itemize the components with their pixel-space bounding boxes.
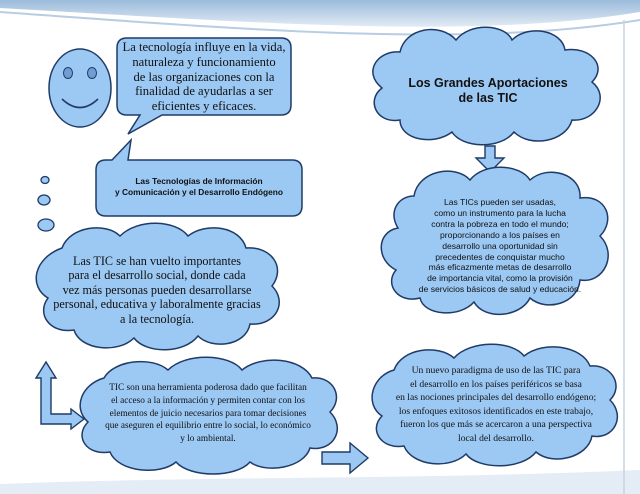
right-cloud-line: como un instrumento para la lucha xyxy=(434,207,566,218)
bent-arrow-shape xyxy=(36,362,84,429)
diagram-title xyxy=(388,76,588,106)
bottom-left-cloud-line: elementos de juicio necesarios para tomar decisiones xyxy=(109,408,307,419)
top-callout-line: finalidad de ayudarlas a ser xyxy=(135,84,273,99)
bottom-right-cloud-text xyxy=(380,364,612,446)
right-cloud-line: desarrollo una oportunidad sin xyxy=(442,240,558,251)
top-callout-line: eficientes y eficaces. xyxy=(151,99,257,114)
right-arrow-shape xyxy=(322,443,368,473)
bottom-right-cloud-line: en las nociones principales del desarrollo endógeno; xyxy=(395,392,597,404)
left-cloud-text xyxy=(46,254,268,326)
left-cloud-line: a la tecnología. xyxy=(119,311,195,326)
right-cloud-line: de importancia vital, como la provisión xyxy=(427,273,573,284)
bottom-left-cloud-line: y lo ambiental. xyxy=(180,434,236,445)
background-swoosh-band xyxy=(0,0,640,27)
diagram-title-line: de las TIC xyxy=(458,91,518,105)
smiley-face-icon xyxy=(49,49,111,127)
right-cloud-text xyxy=(400,197,600,295)
top-callout-line: naturaleza y funcionamiento xyxy=(132,54,276,69)
right-cloud-line: precedentes de conquistar mucho xyxy=(435,251,565,262)
background-swoosh-bottom xyxy=(0,470,640,494)
top-callout-line: La tecnología influye en la vida, xyxy=(122,40,286,54)
right-cloud-line: contra la pobreza en todo el mundo; xyxy=(431,218,569,229)
tech-box-line: y Comunicación y el Desarrollo Endógeno xyxy=(115,187,283,197)
left-cloud-line: vez más personas pueden desarrollarse xyxy=(62,282,252,297)
bottom-right-cloud-line: el desarrollo en los países periféricos se basa xyxy=(410,378,582,390)
left-cloud-line: personal, educativa y laboralmente gracias xyxy=(53,297,261,312)
bottom-left-cloud-line: TIC son una herramienta poderosa dado que facilitan xyxy=(109,383,307,393)
tech-box-heading xyxy=(96,176,302,198)
right-cloud-line: de servicios básicos de salud y educación. xyxy=(418,284,582,295)
bottom-right-cloud-line: Un nuevo paradigma de uso de las TIC para xyxy=(411,365,581,376)
diagram-title-line: Los Grandes Aportaciones xyxy=(408,76,568,90)
left-cloud-line: Las TIC se han vuelto importantes xyxy=(73,254,241,268)
right-cloud-line: más eficazmente metas de desarrollo xyxy=(428,262,572,273)
right-cloud-line: proporcionando a los países en xyxy=(440,229,560,240)
bottom-left-cloud-line: que aseguren el equilibrio entre lo social, lo económico xyxy=(105,421,311,432)
left-cloud-line: para el desarrollo social, donde cada xyxy=(68,268,246,283)
right-cloud-line: Las TICs pueden ser usadas, xyxy=(443,197,557,207)
bottom-left-cloud-text xyxy=(88,382,328,446)
top-callout-text xyxy=(117,40,291,114)
bottom-right-cloud-line: local del desarrollo. xyxy=(458,432,534,444)
tech-box-line: Las Tecnologías de Información xyxy=(135,176,263,186)
bottom-right-cloud-line: los enfoques exitosos identificados en este trabajo, xyxy=(398,405,594,417)
bottom-right-cloud-line: fueron los que más se acercaron a una perspectiva xyxy=(400,419,592,431)
bottom-left-cloud-line: el acceso a la información y permiten contar con los xyxy=(111,395,305,406)
top-callout-line: de las organizaciones con la xyxy=(133,69,275,84)
